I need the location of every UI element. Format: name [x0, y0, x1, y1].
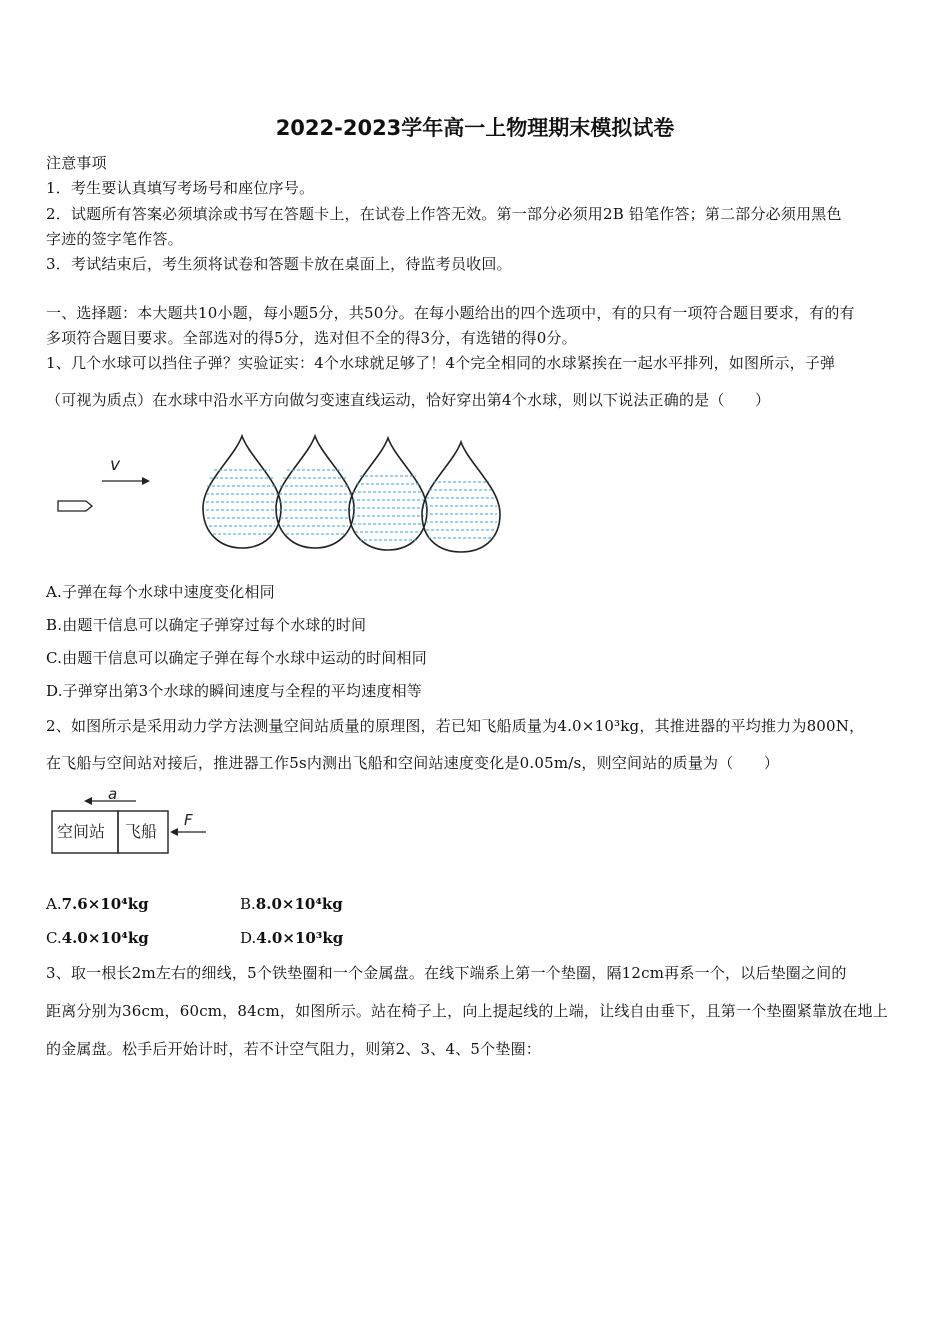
option-c: C.由题干信息可以确定子弹在每个水球中运动的时间相同 [46, 649, 427, 667]
option-d: D.4.0×10³kg [240, 929, 344, 947]
option-d: D.子弹穿出第3个水球的瞬间速度与全程的平均速度相等 [46, 682, 423, 700]
bullet-shape [58, 501, 92, 511]
water-ball [349, 438, 427, 550]
page-title: 2022-2023学年高一上物理期末模拟试卷 [275, 116, 675, 140]
water-ball [276, 436, 354, 548]
option-b: B.8.0×10⁴kg [240, 895, 343, 913]
water-balls-figure [50, 430, 510, 555]
space-station-label: 空间站 [57, 822, 106, 841]
water-ball [203, 436, 281, 548]
question-2-text: 在飞船与空间站对接后，推进器工作5s内测出飞船和空间站速度变化是0.05m/s，则空间站的质量为（ ） [46, 754, 780, 772]
space-station-figure [48, 783, 218, 859]
section-instructions: 一、选择题：本大题共10小题，每小题5分，共50分。在每小题给出的四个选项中，有的只有一项符合题目要求，有的有 [46, 304, 855, 322]
section-instructions: 多项符合题目要求。全部选对的得5分，选对但不全的得3分，有选错的得0分。 [46, 329, 577, 347]
question-1-text: 1、几个水球可以挡住子弹？实验证实：4个水球就足够了！4个完全相同的水球紧挨在一起水平排列，如图所示，子弹 [46, 354, 836, 372]
acceleration-label: a [108, 785, 118, 803]
acceleration-arrowhead [84, 797, 92, 805]
notice-heading: 注意事项 [46, 154, 107, 172]
force-label: F [184, 811, 193, 829]
notice-item: 字迹的签字笔作答。 [46, 230, 183, 248]
question-2-text: 2、如图所示是采用动力学方法测量空间站质量的原理图，若已知飞船质量为4.0×10³kg，其推进器的平均推力为800N， [46, 717, 865, 735]
velocity-label: v [110, 455, 121, 475]
notice-item: 1．考生要认真填写考场号和座位序号。 [46, 179, 315, 197]
force-arrowhead [170, 828, 178, 836]
velocity-arrowhead [142, 477, 150, 485]
notice-item: 2．试题所有答案必须填涂或书写在答题卡上，在试卷上作答无效。第一部分必须用2B 铅笔作答；第二部分必须用黑色 [46, 205, 842, 223]
water-ball [422, 442, 500, 552]
question-1-text: （可视为质点）在水球中沿水平方向做匀变速直线运动，恰好穿出第4个水球，则以下说法正确的是（ ） [46, 391, 771, 409]
notice-item: 3．考试结束后，考生须将试卷和答题卡放在桌面上，待监考员收回。 [46, 255, 512, 273]
option-b: B.由题干信息可以确定子弹穿过每个水球的时间 [46, 616, 367, 634]
question-3-text: 距离分别为36cm，60cm，84cm，如图所示。站在椅子上，向上提起线的上端，让线自由垂下，且第一个垫圈紧靠放在地上 [46, 1002, 888, 1020]
spaceship-label: 飞船 [125, 822, 158, 841]
option-a: A.7.6×10⁴kg [46, 895, 149, 913]
question-3-text: 的金属盘。松手后开始计时，若不计空气阻力，则第2、3、4、5个垫圈： [46, 1040, 541, 1058]
option-c: C.4.0×10⁴kg [46, 929, 149, 947]
option-a: A.子弹在每个水球中速度变化相同 [46, 583, 275, 601]
question-3-text: 3、取一根长2m左右的细线，5个铁垫圈和一个金属盘。在线下端系上第一个垫圈，隔12cm再系一个，以后垫圈之间的 [46, 964, 847, 982]
